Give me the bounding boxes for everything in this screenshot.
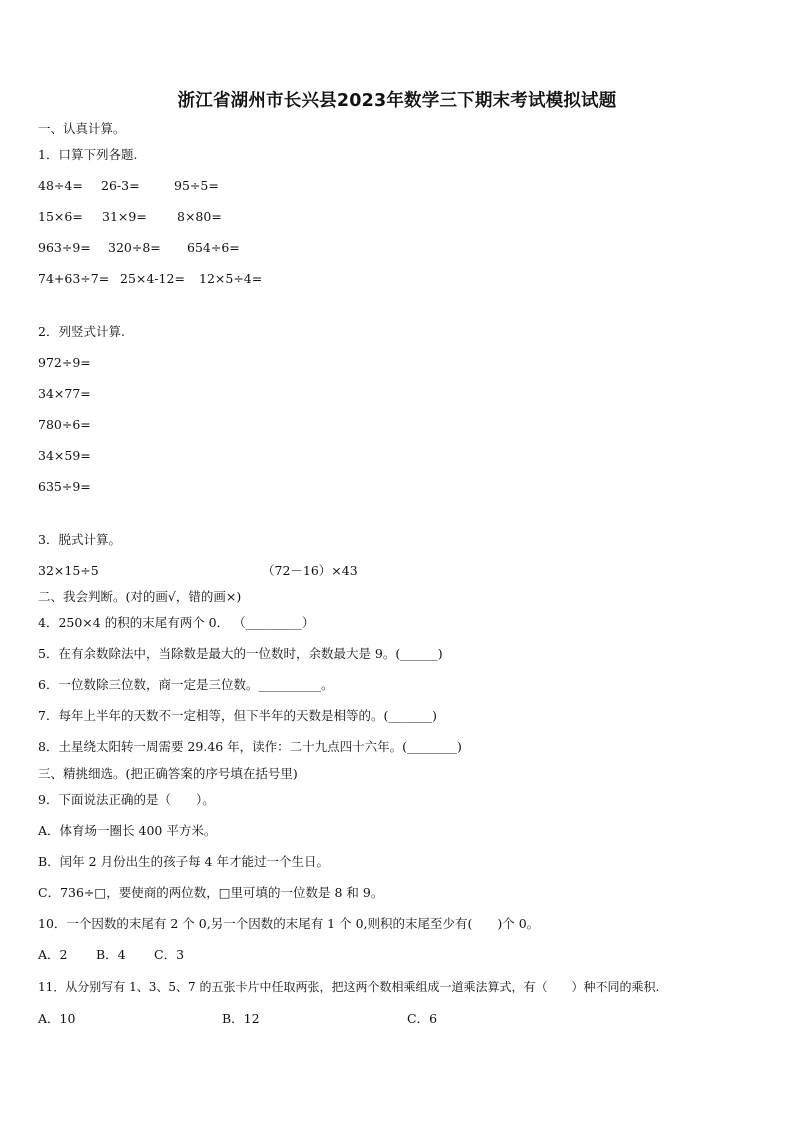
calc-item: 654÷6= [187,240,240,255]
judge-item-4: 4．250×4 的积的末尾有两个 0． （_________） [38,615,315,630]
calc-item: 12×5÷4= [199,271,263,286]
question-11-option-c: C．6 [407,1011,438,1026]
question-11-stem: 11．从分别写有 1、3、5、7 的五张卡片中任取两张，把这两个数相乘组成一道乘法算式，有（ ）种不同的乘积. [38,980,660,994]
section-2-heading: 二、我会判断。(对的画√，错的画×) [38,589,242,604]
question-9-stem: 9．下面说法正确的是（ ）。 [38,792,215,807]
question-9-option-b: B．闰年 2 月份出生的孩子每 4 年才能过一个生日。 [38,854,329,869]
vertical-calc-item: 34×59= [38,448,91,463]
calc-item: 320÷8= [108,240,161,255]
judge-item-5: 5．在有余数除法中，当除数是最大的一位数时，余数最大是 9。(______) [38,646,443,661]
step-calc-item: （72－16）×43 [262,563,358,578]
vertical-calc-item: 972÷9= [38,355,91,370]
calc-item: 15×6= [38,209,83,224]
section-1-heading: 一、认真计算。 [38,121,126,136]
question-10-option-b: B．4 [96,947,126,962]
question-9-option-c: C．736÷□，要使商的两位数，□里可填的一位数是 8 和 9。 [38,885,384,900]
question-10-stem: 10．一个因数的末尾有 2 个 0,另一个因数的末尾有 1 个 0,则积的末尾至少有( )个 0。 [38,916,540,931]
question-11-option-a: A．10 [38,1011,76,1026]
vertical-calc-item: 34×77= [38,386,91,401]
vertical-calc-item: 780÷6= [38,417,91,432]
calc-item: 95÷5= [174,178,219,193]
question-1-label: 1．口算下列各题. [38,147,138,162]
calc-item: 31×9= [102,209,147,224]
judge-item-8: 8．土星绕太阳转一周需要 29.46 年，读作：二十九点四十六年。(________) [38,739,462,754]
calc-item: 26-3= [101,178,140,193]
page-title: 浙江省湖州市长兴县2023年数学三下期末考试模拟试题 [177,91,617,111]
calc-item: 74+63÷7= [38,271,110,286]
judge-item-6: 6．一位数除三位数，商一定是三位数。__________。 [38,677,334,692]
question-10-option-c: C．3 [154,947,185,962]
step-calc-item: 32×15÷5 [38,563,99,578]
question-10-option-a: A．2 [38,947,68,962]
question-2-label: 2．列竖式计算. [38,324,125,339]
vertical-calc-item: 635÷9= [38,479,91,494]
calc-item: 48÷4= [38,178,83,193]
calc-item: 8×80= [177,209,222,224]
calc-item: 963÷9= [38,240,91,255]
question-3-label: 3．脱式计算。 [38,532,121,547]
calc-item: 25×4-12= [120,271,185,286]
question-9-option-a: A．体育场一圈长 400 平方米。 [38,823,217,838]
judge-item-7: 7．每年上半年的天数不一定相等，但下半年的天数是相等的。(_______) [38,708,437,723]
section-3-heading: 三、精挑细选。(把正确答案的序号填在括号里) [38,766,298,781]
question-11-option-b: B．12 [222,1011,260,1026]
